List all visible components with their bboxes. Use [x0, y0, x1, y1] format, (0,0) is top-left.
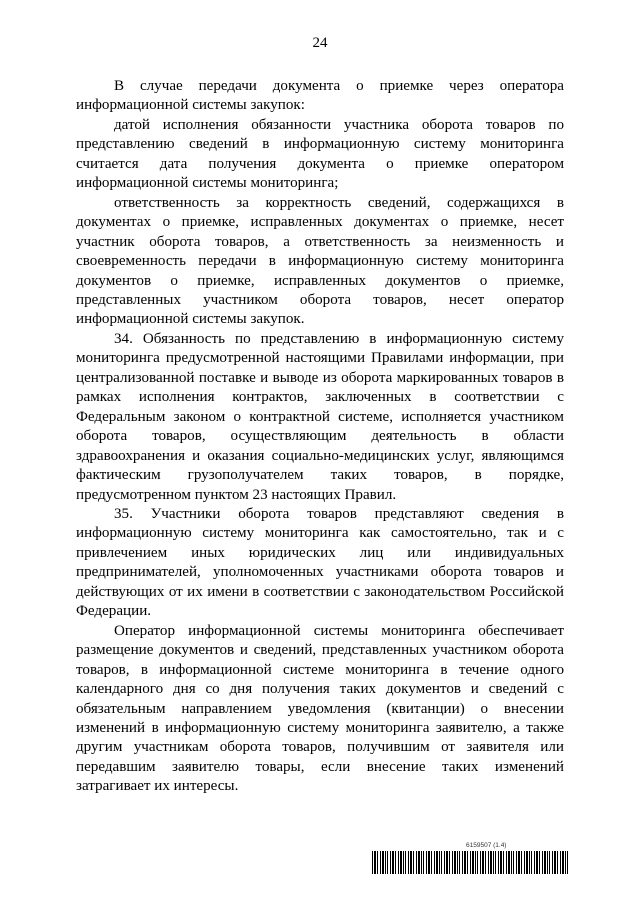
document-body [76, 77, 564, 797]
paragraph: Оператор информационной системы мониторинга обеспечивает размещение документов и сведений, представленных участником оборота товаров, в информационной системе мониторинга в течение одного календарного дня со дня получения таких документов и сведений с обязательным направлением уведомления (квитанции) о внесении изменений в информационную систему мониторинга заявителю, а также другим участникам оборота товаров, получившим от заявителя или передавшим заявителю товары, если внесение таких изменений затрагивает их интересы. [76, 622, 564, 795]
paragraph: 34. Обязанность по представлению в информационную систему мониторинга предусмотренной настоящими Правилами информации, при централизованной поставке и выводе из оборота маркированных товаров в рамках исполнения контрактов, заключенных в соответствии с Федеральным законом о контрактной системе, исполняется участником оборота товаров, осуществляющим деятельность в области здравоохранения и оказания социально-медицинских услуг, являющимся фактическим грузополучателем таких товаров, в порядке, предусмотренном пунктом 23 настоящих Правил. [76, 330, 564, 503]
paragraph: ответственность за корректность сведений, содержащихся в документах о приемке, исправленных документах о приемке, несет участник оборота товаров, а ответственность за неизменность и своевременность передачи в информационную систему мониторинга документов о приемке, исправленных документов о приемке, представленных участником оборота товаров, несет оператор информационной системы закупок. [76, 194, 564, 328]
paragraph: 35. Участники оборота товаров представляют сведения в информационную систему мониторинга как самостоятельно, так и с привлечением иных юридических лиц или индивидуальных предпринимателей, уполномоченных участниками оборота товаров и действующих от их имени в соответствии с законодательством Российской Федерации. [76, 505, 564, 620]
document-code: 6159507 (1.4) [466, 842, 507, 849]
paragraph: датой исполнения обязанности участника оборота товаров по представлению сведений в информационную систему мониторинга считается дата получения документа о приемке оператором информационной системы мониторинга; [76, 116, 564, 192]
page-number: 24 [312, 35, 328, 51]
barcode [372, 851, 570, 874]
paragraph: В случае передачи документа о приемке через оператора информационной системы закупок: [76, 78, 564, 114]
